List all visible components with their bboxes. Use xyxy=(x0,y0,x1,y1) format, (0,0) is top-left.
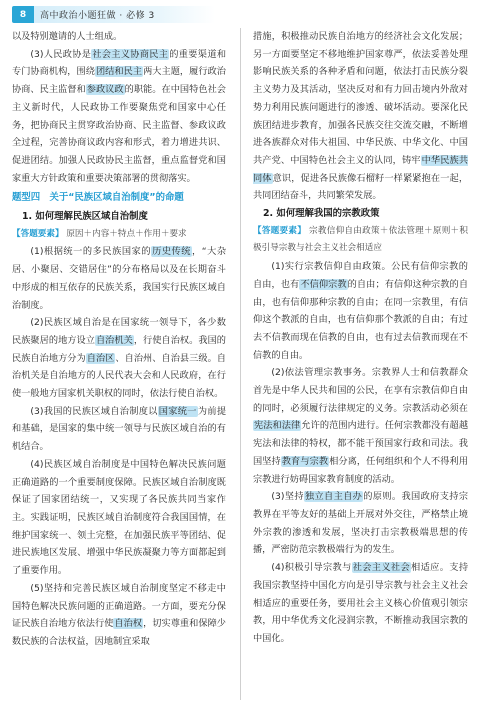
paragraph: (2)民族区域自治是在国家统一领导下，各少数民族聚居的地方设立自治机关，行使自治权。我国的民族自治地方分为自治区、自治州、自治县三级。自治机关是自治地方的人民代表大会和人民政府，在行使一般地方国家机关职权的同时，依法行使自治权。 xyxy=(12,317,226,400)
paragraph: (3)我国的民族区域自治制度以国家统一为前提和基础，是国家的集中统一领导与民族区域自治的有机结合。 xyxy=(12,405,227,453)
paragraph: (1)实行宗教信仰自由政策。公民有信仰宗教的自由，也有不信仰宗教的自由；有信仰这种宗教的自由，也有信仰那种宗教的自由；在同一宗教里，有信仰这个教派的自由，也有信仰那个教派的自由；有过去不信教而现在信教的自由，也有过去信教而现在不信教的自由。 xyxy=(253,261,469,361)
highlight: 教育与宗教 xyxy=(281,455,329,467)
paragraph: 措施，积极推动民族自治地方的经济社会文化发展；另一方面要坚定不移地维护国家尊严，依法妥善处理影响民族关系的各种矛盾和问题，依法打击民族分裂主义势力及其活动，坚决反对和有力回击境内外敌对势力利用民族问题进行的渗透、破坏活动。要深化民族团结进步教育，加强各民族交往交流交融，不断增进各族群众对伟大祖国、中华民族、中华文化、中国共产党、中国特色社会主义的认同，铸牢中华民族共同体意识，促进各民族像石榴籽一样紧紧抱在一起，共同团结奋斗，共同繁荣发展。 xyxy=(253,31,469,202)
paragraph: (3)人民政协是社会主义协商民主的重要渠道和专门协商机构，围绕团结和民主两大主题，履行政治协商、民主监督和参政议政的职能。在中国特色社会主义新时代，人民政协工作要聚焦党和国家中心任务，把协商民主贯穿政治协商、民主监督、参政议政全过程，完善协商议政内容和形式，着力增进共识、促进团结。加强人民政协民主监督，重点监督党和国家重大方针政策和重要决策部署的贯彻落实。 xyxy=(12,48,227,184)
paragraph: (2)依法管理宗教事务。宗教界人士和信教群众首先是中华人民共和国的公民，在享有宗教信仰自由的同时，必须履行法律规定的义务。宗教活动必须在宪法和法律允许的范围内进行。任何宗教都没有超越宪法和法律的特权，都不能干预国家行政和司法。我国坚持教育与宗教相分离，任何组织和个人不得利用宗教进行妨碍国家教育制度的活动。 xyxy=(253,367,469,485)
highlight: 自治机关 xyxy=(95,334,133,346)
topic-heading: 题型四 关于“民族区域自治制度”的命题 xyxy=(12,192,184,204)
left-column xyxy=(12,28,226,651)
paragraph: (4)积极引导宗教与社会主义社会相适应。支持我国宗教坚持中国化方向是引导宗教与社会主义社会相适应的重要任务，要用社会主义核心价值观引领宗教，用中华优秀文化浸润宗教，不断推动我国宗教的中国化。 xyxy=(253,562,469,644)
page-header xyxy=(0,6,215,23)
page-number: 8 xyxy=(12,6,34,23)
answer-key: 【答题要素】 宗教信仰自由政策＋依法管理＋原则＋积极引导宗教与社会主义社会相适应 xyxy=(253,225,468,254)
highlight: 团结和民主 xyxy=(95,66,143,78)
sub-heading: 2. 如何理解我国的宗教政策 xyxy=(263,208,380,220)
answer-key-tag: 【答题要素】 xyxy=(253,225,307,236)
highlight: 中华民族共同体 xyxy=(253,154,469,184)
paragraph: (5)坚持和完善民族区域自治制度坚定不移走中国特色解决民族问题的正确道路。一方面，要充分保证民族自治地方依法行使自治权，切实尊重和保障少数民族的合法权益，因地制宜采取 xyxy=(12,582,226,647)
right-column xyxy=(253,28,468,648)
highlight: 自治权 xyxy=(114,618,143,630)
highlight: 独立自主自办 xyxy=(304,491,363,503)
highlight: 宪法和法律 xyxy=(254,420,301,432)
highlight: 国家统一 xyxy=(158,405,197,417)
answer-key: 【答题要素】 原因＋内容＋特点＋作用＋要求 xyxy=(12,228,187,239)
answer-key-tag: 【答题要素】 xyxy=(12,228,64,239)
highlight: 不信仰宗教 xyxy=(300,278,347,290)
highlight: 社会主义社会 xyxy=(352,562,411,574)
paragraph: (4)民族区域自治制度是中国特色解决民族问题正确道路的一个重要制度保障。民族区域自治制度既保证了国家团结统一，又实现了各民族共同当家作主。实践证明，民族区域自治制度符合我国国情，在维护国家统一、领土完整，在加强民族平等团结、促进民族地区发展、增强中华民族凝聚力等方面都起到了重要作用。 xyxy=(12,458,226,577)
paragraph: 以及特别邀请的人士组成。 xyxy=(12,31,123,42)
book-title: 高中政治小题狂做 · 必修 3 xyxy=(34,6,215,23)
highlight: 自治区 xyxy=(86,352,115,364)
paragraph: (1)根据统一的多民族国家的历史传统，“大杂居、小聚居、交错居住”的分布格局以及在长期奋斗中形成的相互依存的民族关系，我国实行民族区域自治制度。 xyxy=(12,246,227,311)
highlight: 历史传统 xyxy=(152,246,192,258)
paragraph: (3)坚持独立自主自办的原则。我国政府支持宗教界在平等友好的基础上开展对外交往，严格禁止境外宗教的渗透和发展，坚决打击宗教极端思想的传播，严密防范宗教极端行为的发生。 xyxy=(253,491,469,556)
highlight: 社会主义协商民主 xyxy=(92,48,169,60)
column-divider xyxy=(240,28,241,700)
highlight: 参政议政 xyxy=(86,84,124,96)
sub-heading: 1. 如何理解民族区域自治制度 xyxy=(22,211,148,223)
